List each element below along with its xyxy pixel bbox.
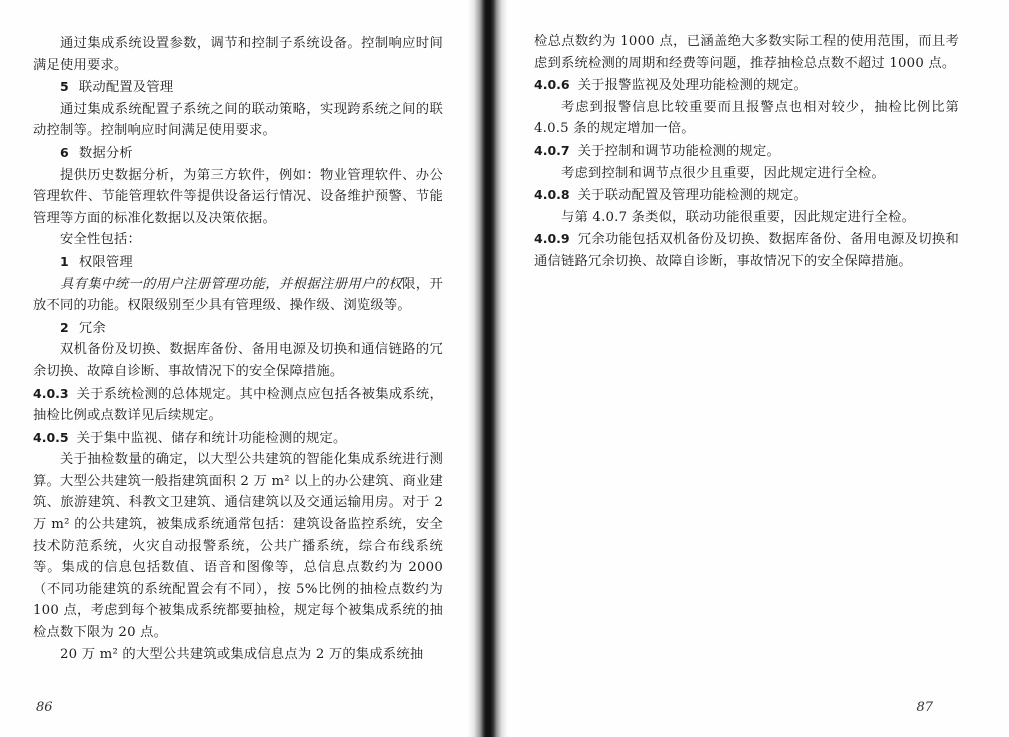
- paragraph: 考虑到控制和调节点很少且重要，因此规定进行全检。: [561, 165, 885, 181]
- paragraph: 安全性包括：: [60, 232, 141, 248]
- clause-paragraph: [33, 383, 443, 427]
- left-page: [0, 0, 468, 737]
- item-title: 数据分析: [78, 145, 133, 161]
- item-title: 冗余: [78, 320, 106, 336]
- clause-number: 4.0.5: [33, 429, 69, 445]
- paragraph: 考虑到报警信息比较重要而且报警点也相对较少，抽检比例比第 4.0.5 条的规定增加一倍。: [534, 99, 959, 137]
- clause-number: 4.0.6: [534, 77, 570, 93]
- clause-number: 4.0.3: [33, 385, 69, 401]
- paragraph: 关于抽检数量的确定，以大型公共建筑的智能化集成系统进行测算。大型公共建筑一般指建筑面积 2 万 m² 以上的办公建筑、商业建筑、旅游建筑、科教文卫建筑、通信建筑以及交通运输用房。对于 2 万 m² 的公共建筑，被集成系统通常包括：建筑设备监控系统，安全技术防范系统，火灾自动报警系统，公共广播系统，综合布线系统等。集成的信息包括数值、语音和图像等，总信息点数约为 2000（不同功能建筑的系统配置会有不同），按 5%比例的抽检点数约为 100 点，考虑到每个被集成系统都要抽检，规定每个被集成系统的抽检点数下限为 20 点。: [33, 452, 443, 641]
- paragraph-text: 限，开放不同的功能。权限级别至少具有管理级、操作级、浏览级等。: [33, 276, 443, 314]
- right-page: [508, 0, 1009, 737]
- clause-paragraph: [534, 228, 959, 272]
- clause-text: 关于联动配置及管理功能检测的规定。: [577, 188, 808, 204]
- paragraph: 双机备份及切换、数据库备份、备用电源及切换和通信链路的冗余切换、故障自诊断、事故情况下的安全保障措施。: [33, 342, 443, 379]
- paragraph: 通过集成系统设置参数，调节和控制子系统设备。控制响应时间满足使用要求。: [33, 36, 443, 73]
- clause-text: 关于控制和调节功能检测的规定。: [577, 143, 781, 159]
- clause-paragraph: [534, 74, 959, 97]
- page-number: 86: [36, 700, 53, 715]
- item-number: 6: [60, 144, 69, 160]
- clause-text: 冗余功能包括双机备份及切换、数据库备份、备用电源及切换和通信链路冗余切换、故障自诊断，事故情况下的安全保障措施。: [534, 232, 959, 269]
- item-title: 联动配置及管理: [78, 80, 174, 96]
- right-page-body: [534, 31, 959, 273]
- clause-paragraph: [534, 184, 959, 207]
- paragraph: 20 万 m² 的大型公共建筑或集成信息点为 2 万的集成系统抽: [60, 646, 424, 662]
- item-title: 权限管理: [78, 254, 133, 270]
- paragraph: [33, 274, 443, 317]
- book-gutter: [468, 0, 508, 737]
- clause-text: 关于报警监视及处理功能检测的规定。: [577, 78, 808, 94]
- item-number: 1: [60, 253, 69, 269]
- page-number: 87: [916, 700, 933, 715]
- clause-number: 4.0.9: [534, 231, 570, 247]
- clause-number: 4.0.7: [534, 142, 570, 158]
- paragraph: 检总点数约为 1000 点，已涵盖绝大多数实际工程的使用范围，而且考虑到系统检测的周期和经费等问题，推荐抽检总点数不超过 1000 点。: [534, 34, 959, 71]
- italic-text: 具有集中统一的用户注册管理功能，并根据注册用户的权: [60, 276, 403, 292]
- clause-paragraph: [33, 427, 443, 450]
- left-page-body: [33, 33, 443, 665]
- clause-text: 关于系统检测的总体规定。其中检测点应包括各被集成系统，抽检比例或点数详见后续规定。: [33, 386, 443, 424]
- item-number: 2: [60, 319, 69, 335]
- item-heading: [33, 251, 443, 274]
- paragraph: 提供历史数据分析，为第三方软件，例如：物业管理软件、办公管理软件、节能管理软件等提供设备运行情况、设备维护预警、节能管理等方面的标准化数据以及决策依据。: [33, 167, 443, 226]
- item-number: 5: [60, 79, 69, 95]
- paragraph: 与第 4.0.7 条类似，联动功能很重要，因此规定进行全检。: [561, 209, 916, 225]
- item-heading: [33, 142, 443, 165]
- item-heading: [33, 76, 443, 99]
- paragraph: 通过集成系统配置子系统之间的联动策略，实现跨系统之间的联动控制等。控制响应时间满足使用要求。: [33, 101, 443, 139]
- clause-number: 4.0.8: [534, 187, 570, 203]
- clause-text: 关于集中监视、储存和统计功能检测的规定。: [76, 430, 347, 446]
- item-heading: [33, 317, 443, 340]
- clause-paragraph: [534, 140, 959, 163]
